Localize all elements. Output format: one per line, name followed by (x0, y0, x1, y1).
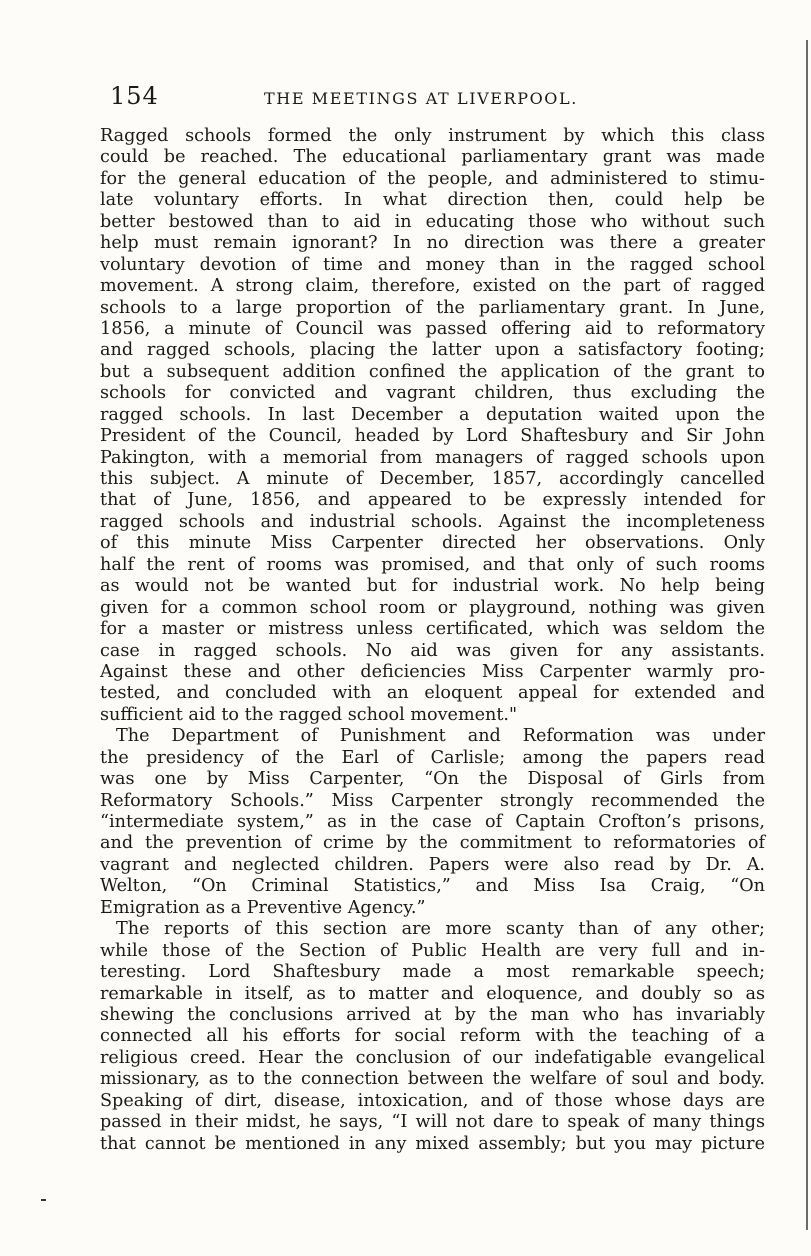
text-line: Ragged schools formed the only instrument by which this class (100, 126, 765, 146)
text-line: ragged schools. In last December a deputation waited upon the (100, 404, 765, 425)
text-line: vagrant and neglected children. Papers were also read by Dr. A. (100, 854, 765, 875)
text-line: religious creed. Hear the conclusion of our indefatigable evangelical (100, 1047, 765, 1068)
text-line: late voluntary efforts. In what direction then, could help be (100, 190, 765, 211)
text-line: shewing the conclusions arrived at by the man who has invariably (100, 1004, 765, 1025)
text-line: remarkable in itself, as to matter and eloquence, and doubly so as (100, 983, 765, 1004)
text-line: Welton, “On Criminal Statistics,” and Miss Isa Craig, “On (100, 876, 765, 897)
text-line: Pakington, with a memorial from managers of ragged schools upon (100, 447, 765, 468)
text-line: missionary, as to the connection between the welfare of soul and body. (100, 1069, 765, 1090)
text-line: “intermediate system,” as in the case of Captain Crofton’s prisons, (100, 812, 765, 832)
text-line: could be reached. The educational parliamentary grant was made (100, 147, 765, 168)
text-line: but a subsequent addition confined the application of the grant to (100, 361, 765, 382)
text-line: for the general education of the people, and administered to stimu- (100, 168, 765, 189)
text-line: President of the Council, headed by Lord Shaftesbury and Sir John (100, 426, 765, 447)
text-line: case in ragged schools. No aid was given for any assistants. (100, 640, 765, 661)
text-line: 1856, a minute of Council was passed offering aid to reformatory (100, 318, 765, 339)
text-line: as would not be wanted but for industrial work. No help being (100, 576, 765, 597)
text-line: half the rent of rooms was promised, and that only of such rooms (100, 554, 765, 575)
text-line: better bestowed than to aid in educating those who without such (100, 211, 765, 232)
paragraph-start-line: The Department of Punishment and Reformation was under (116, 726, 765, 747)
text-line: voluntary devotion of time and money than in the ragged school (100, 254, 765, 275)
text-line: tested, and concluded with an eloquent appeal for extended and (100, 683, 765, 704)
text-line: while those of the Section of Public Health are very full and in- (100, 940, 765, 961)
text-line: given for a common school room or playground, nothing was given (100, 597, 765, 618)
text-line: schools for convicted and vagrant children, thus excluding the (100, 383, 765, 404)
running-head: THE MEETINGS AT LIVERPOOL. (264, 89, 578, 108)
text-line: connected all his efforts for social reform with the teaching of a (100, 1026, 765, 1047)
text-line: of this minute Miss Carpenter directed her observations. Only (100, 533, 765, 554)
text-line: and the prevention of crime by the commitment to reformatories of (100, 833, 765, 854)
text-line: Speaking of dirt, disease, intoxication, and of those whose days are (100, 1090, 765, 1111)
paragraph-end-line: Emigration as a Preventive Agency.” (100, 897, 426, 918)
text-line: teresting. Lord Shaftesbury made a most remarkable speech; (100, 962, 765, 983)
text-line: passed in their midst, he says, “I will not dare to speak of many things (100, 1112, 765, 1133)
text-line: this subject. A minute of December, 1857, accordingly cancelled (100, 469, 765, 489)
text-line: Reformatory Schools.” Miss Carpenter strongly recommended the (100, 790, 765, 811)
text-line: that of June, 1856, and appeared to be expressly intended for (100, 490, 765, 511)
text-line: movement. A strong claim, therefore, existed on the part of ragged (100, 276, 765, 297)
text-line: ragged schools and industrial schools. Against the incompleteness (100, 511, 765, 532)
page-edge-rule (806, 40, 808, 1230)
margin-mark (41, 1199, 46, 1201)
text-line: help must remain ignorant? In no direction was there a greater (100, 233, 765, 254)
text-line: was one by Miss Carpenter, “On the Disposal of Girls from (100, 769, 765, 790)
page-header (108, 82, 768, 112)
paragraph-start-line: The reports of this section are more scanty than of any other; (116, 919, 765, 940)
text-line: schools to a large proportion of the parliamentary grant. In June, (100, 297, 765, 318)
paragraph-end-line: sufficient aid to the ragged school movement." (100, 704, 518, 725)
text-line: and ragged schools, placing the latter upon a satisfactory footing; (100, 340, 765, 361)
text-line: that cannot be mentioned in any mixed assembly; but you may picture (100, 1133, 765, 1154)
text-line: for a master or mistress unless certificated, which was seldom the (100, 619, 765, 640)
text-line: Against these and other deficiencies Miss Carpenter warmly pro- (100, 661, 765, 682)
page-number: 154 (110, 82, 159, 110)
text-line: the presidency of the Earl of Carlisle; among the papers read (100, 747, 765, 768)
body-text (100, 126, 765, 1155)
